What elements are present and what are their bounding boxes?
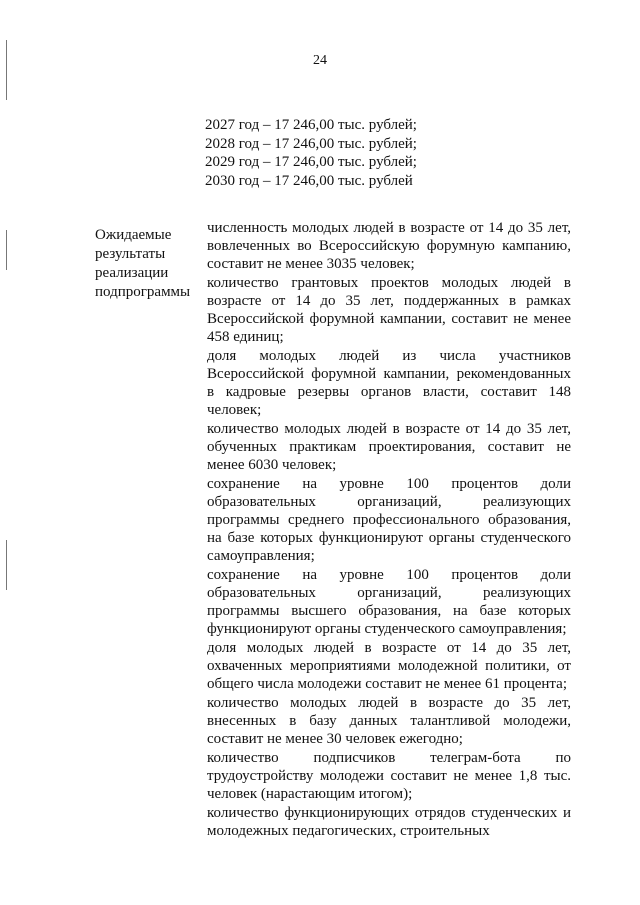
result-item: сохранение на уровне 100 процентов доли образовательных организаций, реализующих программы высшего образования, на базе которых функционируют органы студенческого самоуправления; [207,567,571,637]
label-line: реализации [95,265,169,281]
budget-line: 2030 год – 17 246,00 тыс. рублей [205,172,413,189]
expected-results-label [95,226,190,302]
budget-line: 2029 год – 17 246,00 тыс. рублей; [205,154,417,170]
scan-margin-mark [6,540,7,590]
scan-margin-mark [6,40,7,100]
result-item: сохранение на уровне 100 процентов доли образовательных организаций, реализующих программы среднего профессионального образования, на базе которых функционируют органы студенческого самоуправления; [207,476,571,564]
label-line: подпрограммы [95,284,191,300]
label-line: Ожидаемые [95,227,172,243]
result-item: количество функционирующих отрядов студенческих и молодежных педагогических, строительных [207,805,571,839]
scan-margin-mark [6,230,7,270]
budget-by-year [205,116,417,190]
result-item: количество грантовых проектов молодых людей в возрасте от 14 до 35 лет, поддержанных в рамках Всероссийской форумной кампании, составит не менее 458 единиц; [207,275,571,345]
result-item: доля молодых людей из числа участников Всероссийской форумной кампании, рекомендованных в кадровые резервы органов власти, составит 148 человек; [207,348,571,418]
label-line: результаты [95,246,166,262]
result-item: количество молодых людей в возрасте от 14 до 35 лет, обученных практикам проектирования, составит не менее 6030 человек; [207,421,571,473]
result-item: доля молодых людей в возрасте от 14 до 35 лет, охваченных мероприятиями молодежной политики, от общего числа молодежи составит не менее 61 процента; [207,640,571,692]
result-item: численность молодых людей в возрасте от 14 до 35 лет, вовлеченных во Всероссийскую форумную кампанию, составит не менее 3035 человек; [207,220,571,272]
budget-line: 2027 год – 17 246,00 тыс. рублей; [205,117,417,133]
page-number: 24 [313,53,327,68]
result-item: количество подписчиков телеграм-бота по трудоустройству молодежи составит не менее 1,8 тыс. человек (нарастающим итогом); [207,750,571,802]
result-item: количество молодых людей в возрасте до 35 лет, внесенных в базу данных талантливой молодежи, составит не менее 30 человек ежегодно; [207,695,571,747]
budget-line: 2028 год – 17 246,00 тыс. рублей; [205,135,417,152]
expected-results-list [207,219,571,841]
